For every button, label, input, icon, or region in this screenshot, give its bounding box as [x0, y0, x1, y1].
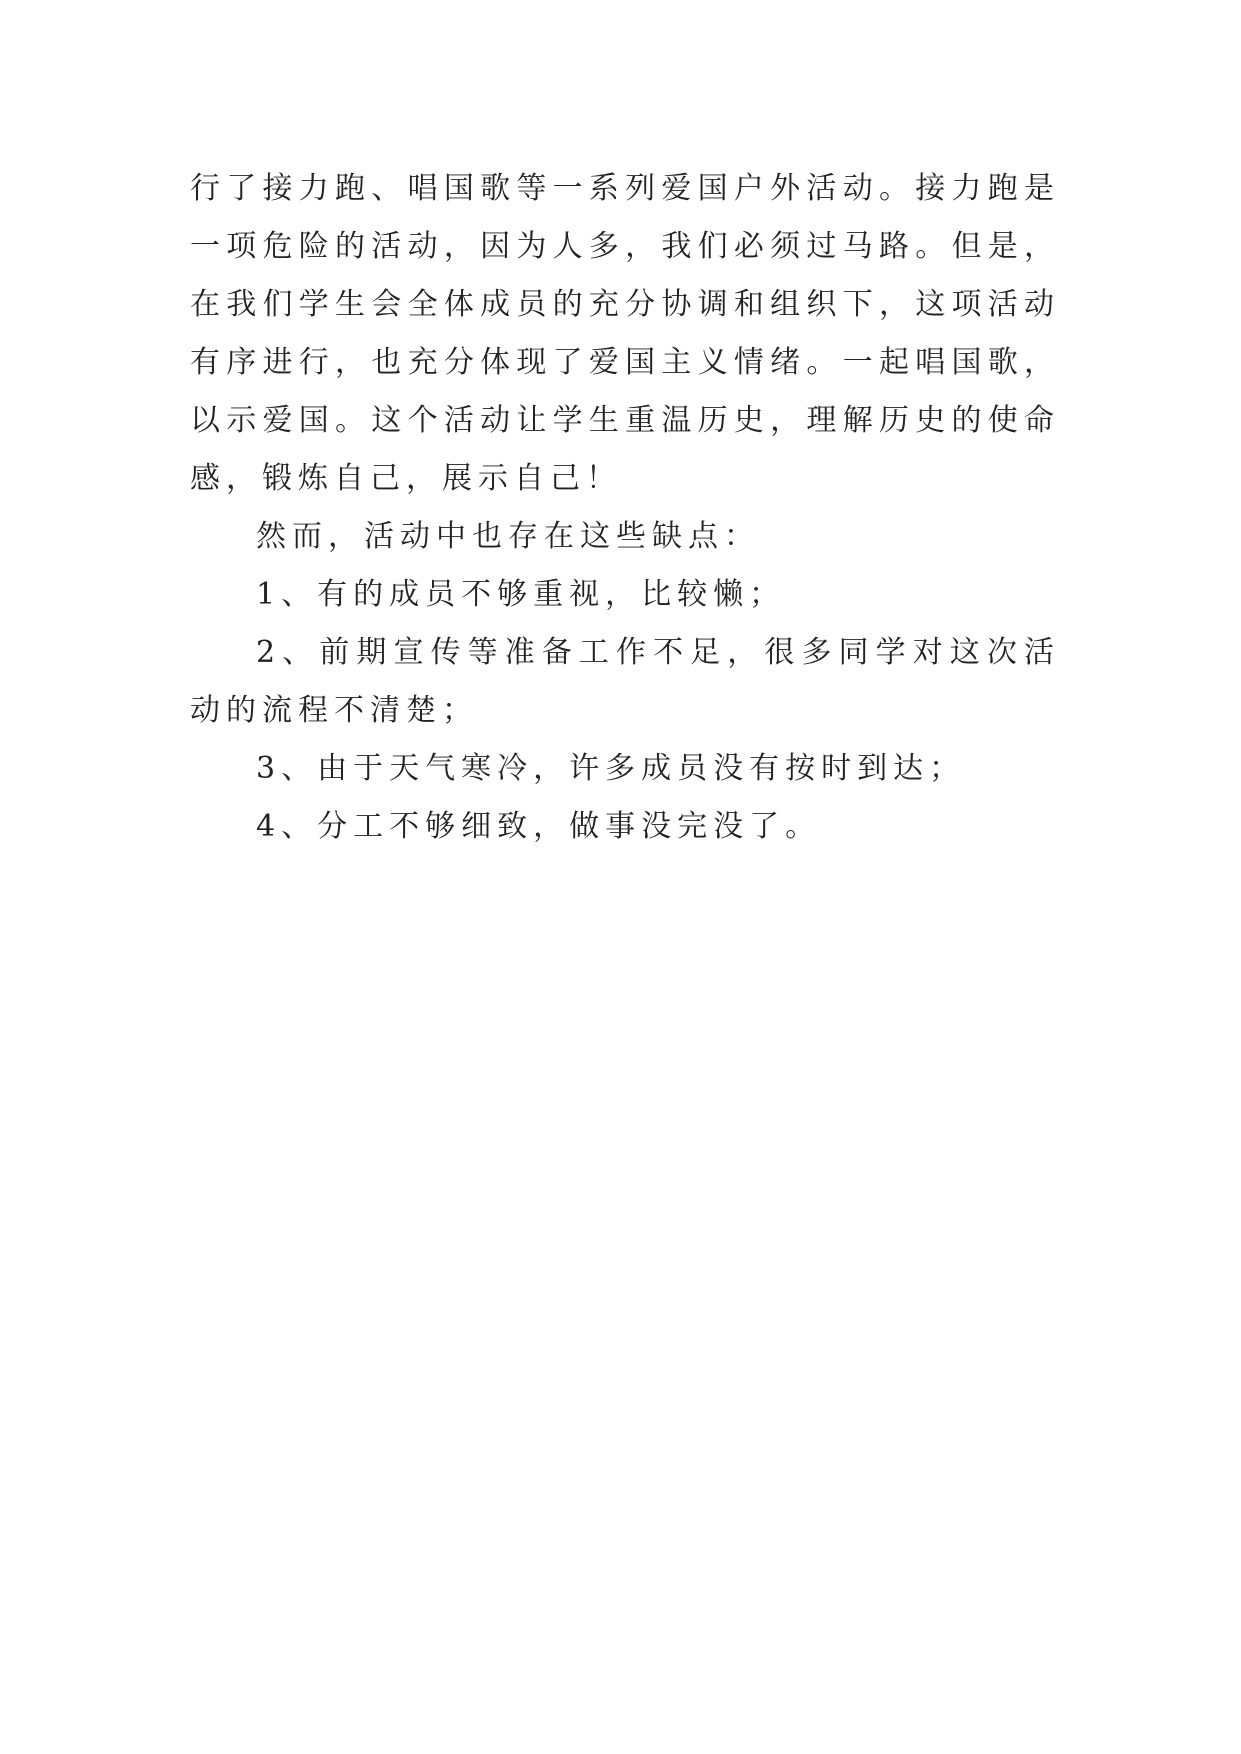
paragraph-shortcoming-3: 3、由于天气寒冷，许多成员没有按时到达； — [256, 751, 966, 786]
paragraph-activity-summary: 行了接力跑、唱国歌等一系列爱国户外活动。接力跑是一项危险的活动，因为人多，我们必须过马路。但是，在我们学生会全体成员的充分协调和组织下，这项活动有序进行，也充分体现了爱国主义情绪。一起唱国歌，以示爱国。这个活动让学生重温历史，理解历史的使命感，锻炼自己，展示自己！ — [190, 171, 1060, 496]
paragraph-shortcoming-1: 1、有的成员不够重视，比较懒； — [256, 577, 786, 612]
paragraph-shortcoming-4: 4、分工不够细致，做事没完没了。 — [256, 809, 822, 844]
paragraph-shortcoming-2: 2、前期宣传等准备工作不足，很多同学对这次活动的流程不清楚； — [190, 635, 1060, 728]
paragraph-shortcomings-intro: 然而，活动中也存在这些缺点： — [256, 519, 760, 554]
document-body — [190, 160, 1060, 856]
